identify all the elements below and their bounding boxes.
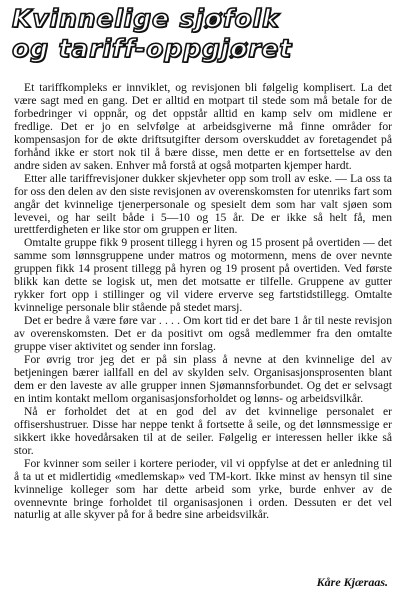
paragraph-4: Det er bedre å være føre var . . . . Om kort tid er det bare 1 år til neste revisjon av overenskomsten. Det er da positivt om også medlemmer fra den omtalte gruppe viser aktivitet og sender inn forslag. (14, 314, 392, 354)
article-body (14, 82, 392, 522)
paragraph-1: Et tariffkompleks er innviklet, og revisjonen bli følgelig komplisert. La det være sagt med en gang. Det er alltid en motpart til stede som må betale for de forbedringer vi oppnår, og det oppstår alltid en kamp selv om midlene er fredlige. Det er jo en selvfølge at arbeidsgiverne må finne områder for kompensasjon for de økte driftsutgifter dersom overskuddet av foretagendet på forhånd ikke er stort nok til å bære disse, men dette er en fortsettelse av den andre siden av saken. Enhver må forstå at også motparten kjemper hardt. (14, 81, 392, 172)
paragraph-6: Nå er forholdet det at en god del av det kvinnelige personalet er offisershustruer. Disse har neppe tenkt å fortsette å seile, og det lønnsmessige er sikkert ikke hovedårsaken til at de seiler. Følgelig er interessen heller ikke så stor. (14, 404, 392, 457)
headline-line-1: Kvinnelige sjøfolk (12, 4, 280, 33)
author-signature: Kåre Kjæraas. (316, 575, 388, 589)
paragraph-5: For øvrig tror jeg det er på sin plass å nevne at den kvinnelige del av betjeningen bærer iallfall en del av skylden selv. Organisasjonsprosenten blant dem er den laveste av alle grupper innen Sjømannsforbundet. Og det er selvsagt en intim kontakt mellom organisasjonsforholdet og lønns- og arbeidsvilkår. (14, 353, 392, 405)
paragraph-7: For kvinner som seiler i kortere perioder, vil vi oppfylse at det er anledning til å ta ut et midlertidig «medlemskap» ved TM-kort. Ikke minst av hensyn til sine kvinnelige kolleger som har dette arbeid som yrke, burde enhver av de ovennevnte bringe forholdet til organisasjonen i orden. Dessuten er det vel naturlig at alle skyver på for å bedre sine arbeidsvilkår. (14, 456, 392, 522)
paragraph-3: Omtalte gruppe fikk 9 prosent tillegg i hyren og 15 prosent på overtiden — det samme som lønnsgruppene under matros og motormenn, mens de over nevnte gruppen fikk 14 prosent tillegg på hyren og 19 prosent på overtiden. Ved første blikk kan dette se logisk ut, men det motsatte er tilfelle. Gruppene av gutter rykker fort opp i stillinger og vil videre erverve seg fartstidstillegg. Omtalte kvinnelige personale blir stående på stedet marsj. (14, 236, 392, 315)
headline-line-2: og tariff-oppgjøret (12, 34, 293, 63)
paragraph-2: Etter alle tariffrevisjoner dukker skjevheter opp som troll av eske. — La oss ta for oss den delen av den siste revisjonen av overenskomsten for utenriks fart som angår det kvinnelige tjenerpersonale og spesielt dem som har valt sjøen som levevei, og har seilt både i 5—10 og 15 år. De er ikke så helt få, men urettferdigheten er like stor om gruppen er liten. (14, 171, 392, 237)
article-headline (12, 4, 396, 64)
